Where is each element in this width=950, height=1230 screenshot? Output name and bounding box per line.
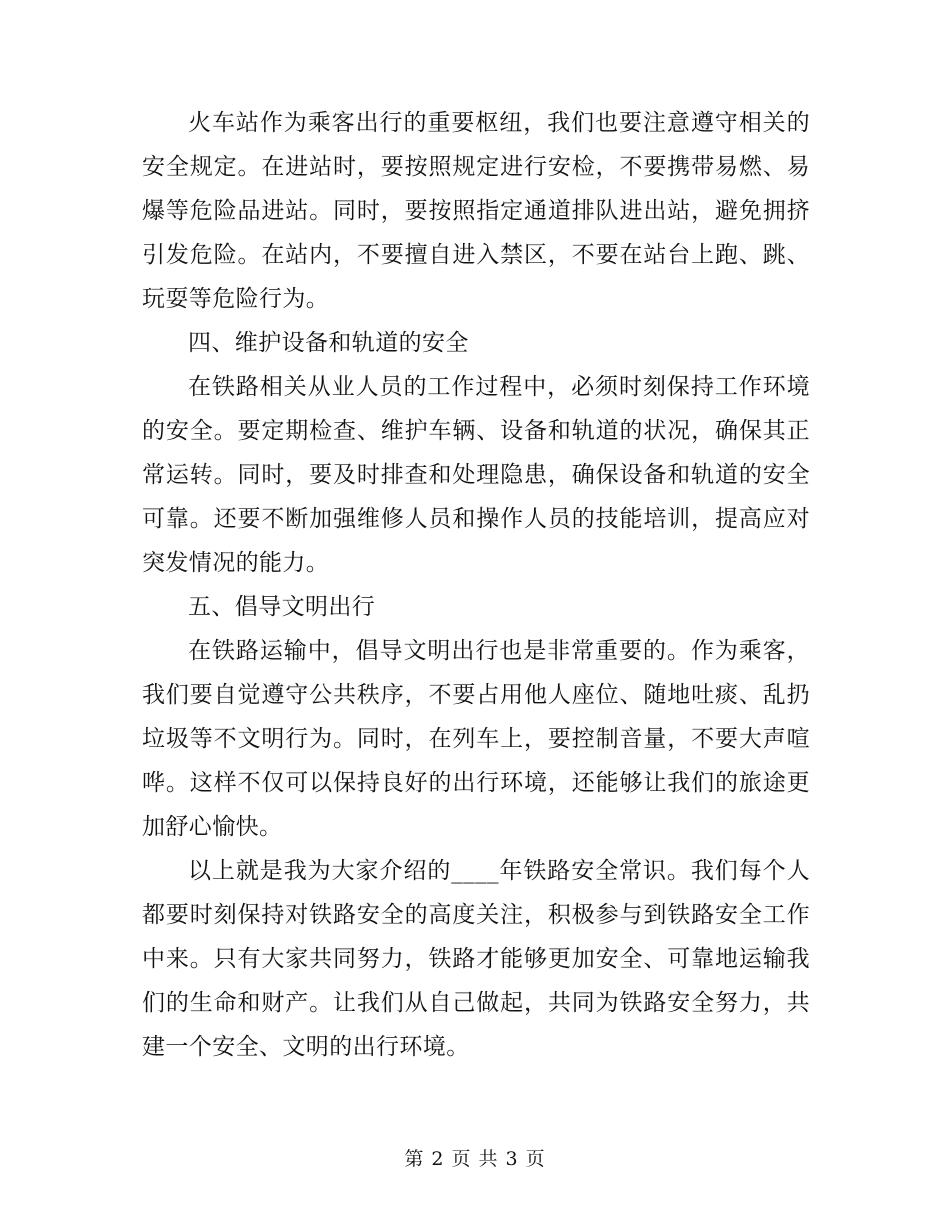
paragraph-equipment-safety: 在铁路相关从业人员的工作过程中，必须时刻保持工作环境的安全。要定期检查、维护车辆、设备和轨道的状况，确保其正常运转。同时，要及时排查和处理隐患，确保设备和轨道的安全可靠。还要不断加强维修人员和操作人员的技能培训，提高应对突发情况的能力。 [142, 374, 810, 576]
document-body [142, 101, 810, 1069]
section-heading-equipment-safety: 四、维护设备和轨道的安全 [188, 330, 469, 356]
paragraph-civilized-travel: 在铁路运输中，倡导文明出行也是非常重要的。作为乘客，我们要自觉遵守公共秩序，不要占用他人座位、随地吐痰、乱扔垃圾等不文明行为。同时，在列车上，要控制音量，不要大声喧哗。这样不仅可以保持良好的出行环境，还能够让我们的旅途更加舒心愉快。 [142, 638, 810, 840]
paragraph-station-safety: 火车站作为乘客出行的重要枢纽，我们也要注意遵守相关的安全规定。在进站时，要按照规定进行安检，不要携带易燃、易爆等危险品进站。同时，要按照指定通道排队进出站，避免拥挤引发危险。在站内，不要擅自进入禁区，不要在站台上跑、跳、玩耍等危险行为。 [142, 110, 810, 312]
section-heading-civilized-travel: 五、倡导文明出行 [188, 594, 376, 620]
paragraph-conclusion: 以上就是我为大家介绍的____年铁路安全常识。我们每个人都要时刻保持对铁路安全的高度关注，积极参与到铁路安全工作中来。只有大家共同努力，铁路才能够更加安全、可靠地运输我们的生命和财产。让我们从自己做起，共同为铁路安全努力，共建一个安全、文明的出行环境。 [142, 858, 810, 1060]
page-footer [0, 1144, 950, 1174]
page-number-label: 第 2 页 共 3 页 [404, 1148, 546, 1170]
